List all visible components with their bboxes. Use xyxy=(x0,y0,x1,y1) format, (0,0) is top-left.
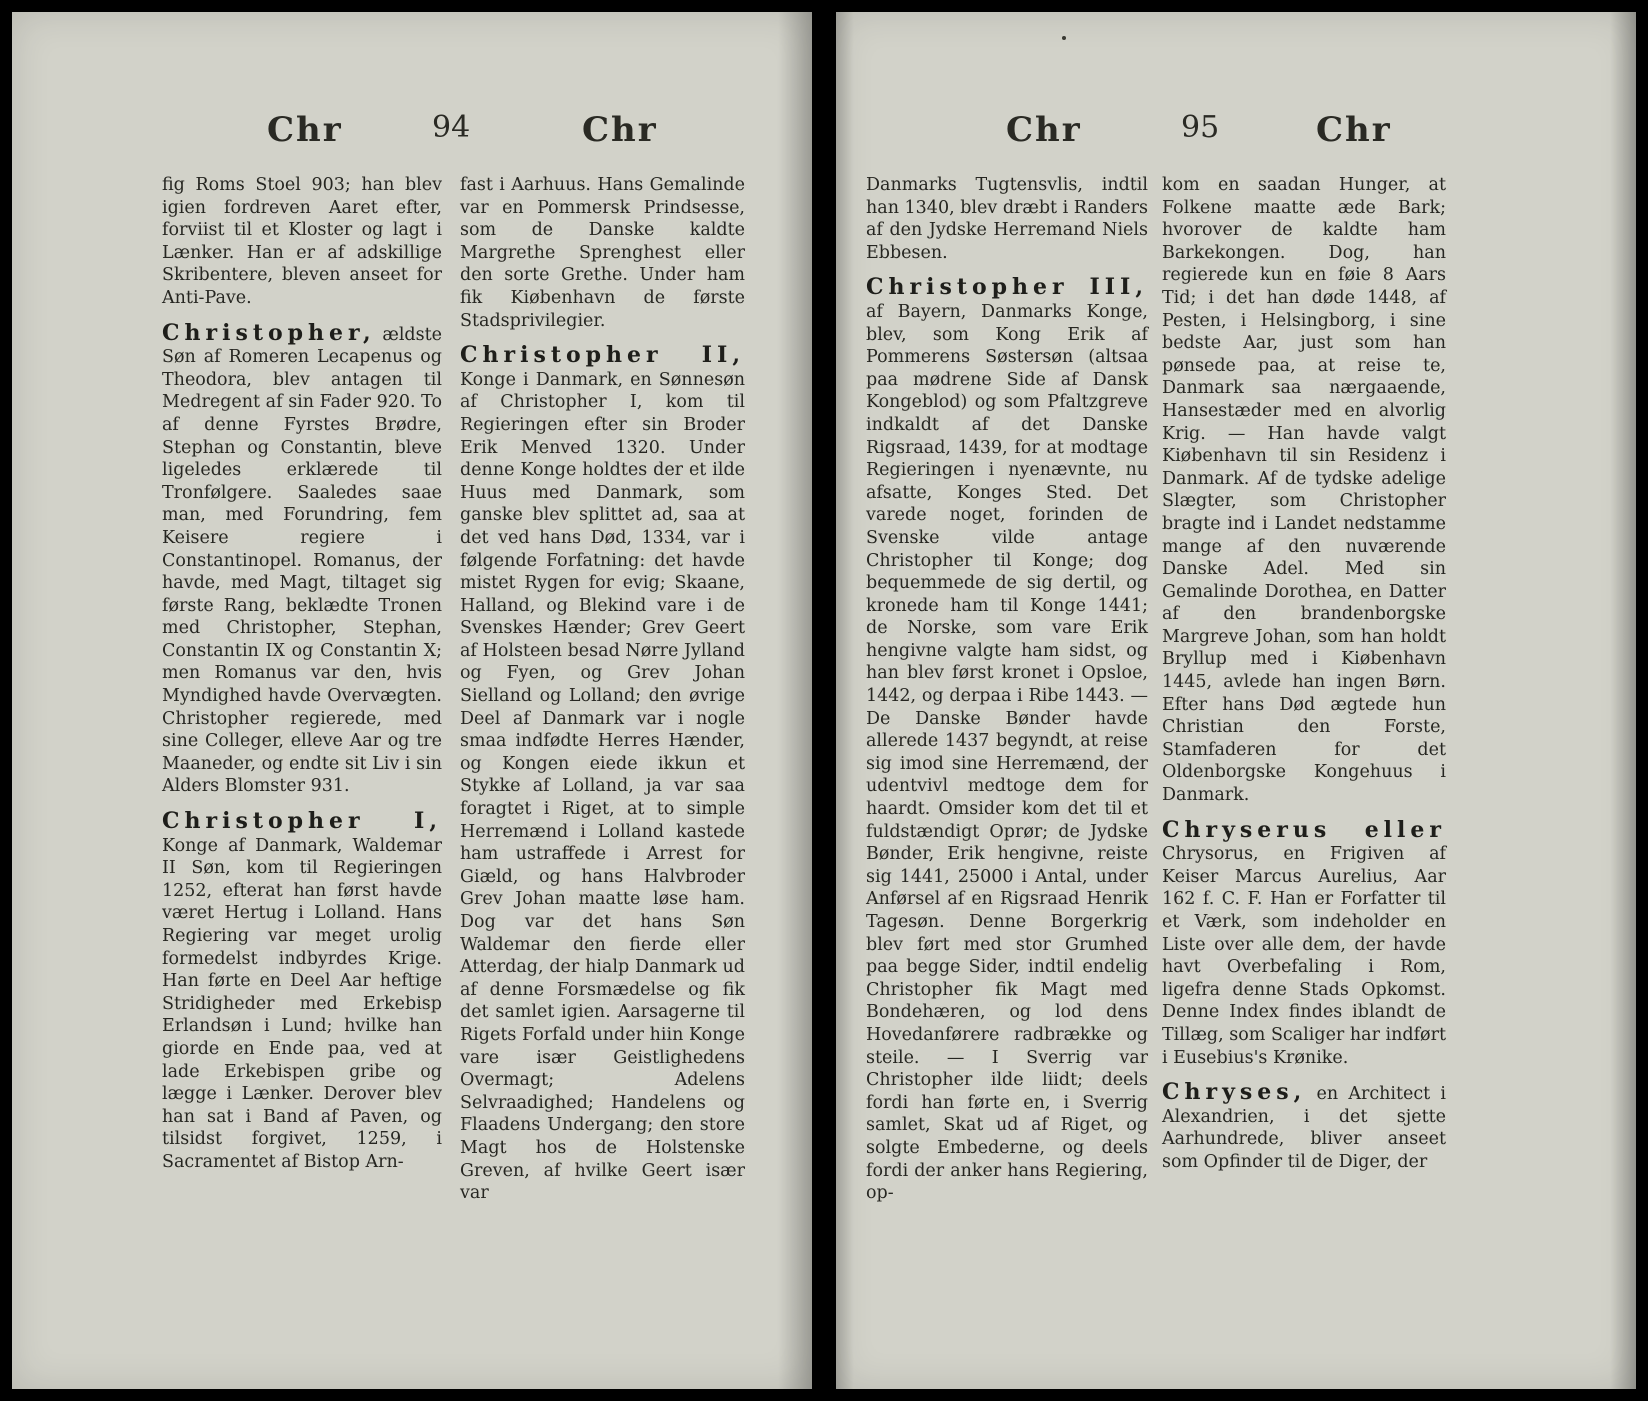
right-column-a xyxy=(866,174,1148,1217)
ink-speck xyxy=(1062,36,1066,40)
left-column-a xyxy=(162,174,442,1186)
entry-christopher-i xyxy=(162,810,442,1174)
entry-headword: Christopher II, xyxy=(460,342,745,369)
entry-headword: Christopher I, xyxy=(162,808,442,835)
entry-headword: Chryses, xyxy=(1162,1079,1307,1106)
entry-text: af Bayern, Danmarks Konge, blev, som Kong Erik af Pommerens Søstersøn (altsaa paa mødrene Side af Dansk Kongeblod) og som Pfaltzgreve indkaldt af det Danske Rigsraad, 1439, for at modtage Regieringen i nyenævnte, nu afsatte, Konges Sted. Det varede noget, forinden de Svenske vilde antage Christopher til Konge; dog bequemmede de sig dertil, og kronede ham til Konge 1441; de Norske, som vare Erik hengivne valgte ham sidst, og han blev først kronet i Opsloe, 1442, og derpaa i Ribe 1443. — De Danske Bønder havde allerede 1437 begyndt, at reise sig imod sine Herremænd, der udentvivl medtoge dem for haardt. Omsider kom det til et fuldstændigt Oprør; de Jydske Bønder, Erik hengivne, reiste sig 1441, 25000 i Antal, under Anførsel af en Rigsraad Henrik Tagesøn. Denne Borgerkrig blev ført med stor Grumhed paa begge Sider, indtil endelig Christopher fik Magt med Bondehæren, og lod dens Hovedanførere radbrække og steile. — I Sverrig var Christopher ilde liidt; deels fordi han førte en, i Sverrig samlet, Skat ud af Riget, og solgte Embederne, og deels fordi der anker hans Regiering, op- xyxy=(866,301,1148,1204)
entry-continuation xyxy=(866,174,1148,264)
left-running-head-right: Chr xyxy=(582,110,658,150)
entry-headword: Christopher, xyxy=(162,319,376,346)
entry-text: Chrysorus, en Frigiven af Keiser Marcus Aurelius, Aar 162 f. C. F. Han er Forfatter til et Værk, som indeholder en Liste over alle dem, der havde havt Overbefaling i Rom, ligefra denne Stads Opkomst. Denne Index findes iblandt de Tillæg, som Scaliger har indført i Eusebius's Krønike. xyxy=(1162,844,1446,1068)
entry-continuation xyxy=(162,174,442,310)
entry-text: kom en saadan Hunger, at Folkene maatte æde Bark; hvorover de kaldte ham Barkekongen. Dog, han regierede kun en føie 8 Aars Tid; i det han døde 1448, af Pesten, i Helsingborg, i sine bedste Aar, just som han pønsede paa, at reise te, Danmark saa nærgaaende, Hansestæder med en alvorlig Krig. — Han havde valgt Kiøbenhavn til sin Residenz i Danmark. Af de tydske adelige Slægter, som Christopher bragte ind i Landet nedstamme mange af den nuværende Danske Adel. Med sin Gemalinde Dorothea, en Datter af den brandenborgske Margreve Johan, som han holdt Bryllup med i Kiøbenhavn 1445, avlede han ingen Børn. Efter hans Død ægtede hun Christian den Forste, Stamfaderen for det Oldenborgske Kongehuus i Danmark. xyxy=(1162,175,1446,806)
entry-text: ældste Søn af Romeren Lecapenus og Theodora, blev antagen til Medregent af sin Fader 920. To af denne Fyrstes Brødre, Stephan og Constantin, bleve ligeledes erklærede til Tronfølgere. Saaledes saae man, med Forundring, fem Keisere regiere i Constantinopel. Romanus, der havde, med Magt, tiltaget sig første Rang, beklædte Tronen med Christopher, Stephan, Constantin IX og Constantin X; men Romanus var den, hvis Myndighed havde Overvægten. Christopher regierede, med sine Colleger, elleve Aar og tre Maaneder, og endte sit Liv i sin Alders Blomster 931. xyxy=(162,324,442,797)
entry-headword: Christopher III, xyxy=(866,274,1148,301)
entry-text: Konge i Danmark, en Sønnesøn af Christopher I, kom til Regieringen efter sin Broder Erik Menved 1320. Under denne Konge holdtes der et ilde Huus med Danmark, som ganske blev splittet ad, saa at det ved hans Død, 1334, var i følgende Forfatning: det havde mistet Rygen for evig; Skaane, Halland, og Blekind vare i de Svenskes Hænder; Grev Geert af Holsteen besad Nørre Jylland og Fyen, og Grev Johan Sielland og Lolland; den øvrige Deel af Danmark var i nogle smaa indfødte Herres Hænder, og Kongen eiede ikkun et Stykke af Lolland, ja var saa foragtet i Riget, at to simple Herremænd i Lolland kastede ham ustraffede i Arrest for Giæld, og hans Halvbroder Grev Johan maatte løse ham. Dog var det hans Søn Waldemar den fierde eller Atterdag, der hialp Danmark ud af denne Forsmædelse og fik det samlet igien. Aarsagerne til Rigets Forfald under hiin Konge vare især Geistlighedens Overmagt; Adelens Selvraadighed; Handelens og Flaadens Undergang; den store Magt hos de Holstenske Greven, af hvilke Geert især var xyxy=(460,369,745,1204)
entry-chryserus xyxy=(1162,816,1446,1070)
left-page xyxy=(12,12,812,1389)
right-page-number: 95 xyxy=(1181,110,1220,145)
entry-text: fig Roms Stoel 903; han blev igien fordreven Aaret efter, forviist til et Kloster og lagt i Lænker. Han er af adskillige Skribentere, bleven anseet for Anti-Pave. xyxy=(162,175,442,308)
right-page xyxy=(836,12,1636,1389)
entry-continuation xyxy=(460,174,745,332)
entry-chryses xyxy=(1162,1081,1446,1173)
entry-text: fast i Aarhuus. Hans Gemalinde var en Pommersk Prindsesse, som de Danske kaldte Margrethe Sprenghest eller den sorte Grethe. Under ham fik Kiøbenhavn de første Stadsprivilegier. xyxy=(460,175,745,331)
right-running-head-left: Chr xyxy=(1006,110,1082,150)
right-running-head-right: Chr xyxy=(1316,110,1392,150)
left-page-number: 94 xyxy=(432,110,471,145)
entry-text: Konge af Danmark, Waldemar II Søn, kom til Regieringen 1252, efterat han først havde været Hertug i Lolland. Hans Regiering var meget urolig formedelst indbyrdes Krige. Han førte en Deel Aar heftige Stridigheder med Erkebisp Erlandsøn i Lund; hvilke han giorde en Ende paa, ved at lade Erkebispen gribe og lægge i Lænker. Derover blev han sat i Band af Paven, og tilsidst forgivet, 1259, i Sacramentet af Bistop Arn- xyxy=(162,835,442,1172)
entry-text: Danmarks Tugtensvlis, indtil han 1340, blev dræbt i Randers af den Jydske Herremand Niels Ebbesen. xyxy=(866,175,1148,263)
entry-christopher-iii xyxy=(866,276,1148,1204)
entry-headword: Chryserus eller xyxy=(1162,816,1446,843)
entry-continuation xyxy=(1162,174,1446,807)
entry-text: en Architect i Alexandrien, i det sjette Aarhundrede, bliver anseet som Opfinder til de Diger, der xyxy=(1162,1084,1446,1172)
right-column-b xyxy=(1162,174,1446,1186)
left-column-b xyxy=(460,174,745,1217)
entry-christopher-ii xyxy=(460,344,745,1205)
left-running-head-left: Chr xyxy=(267,110,343,150)
entry-christopher xyxy=(162,319,442,798)
